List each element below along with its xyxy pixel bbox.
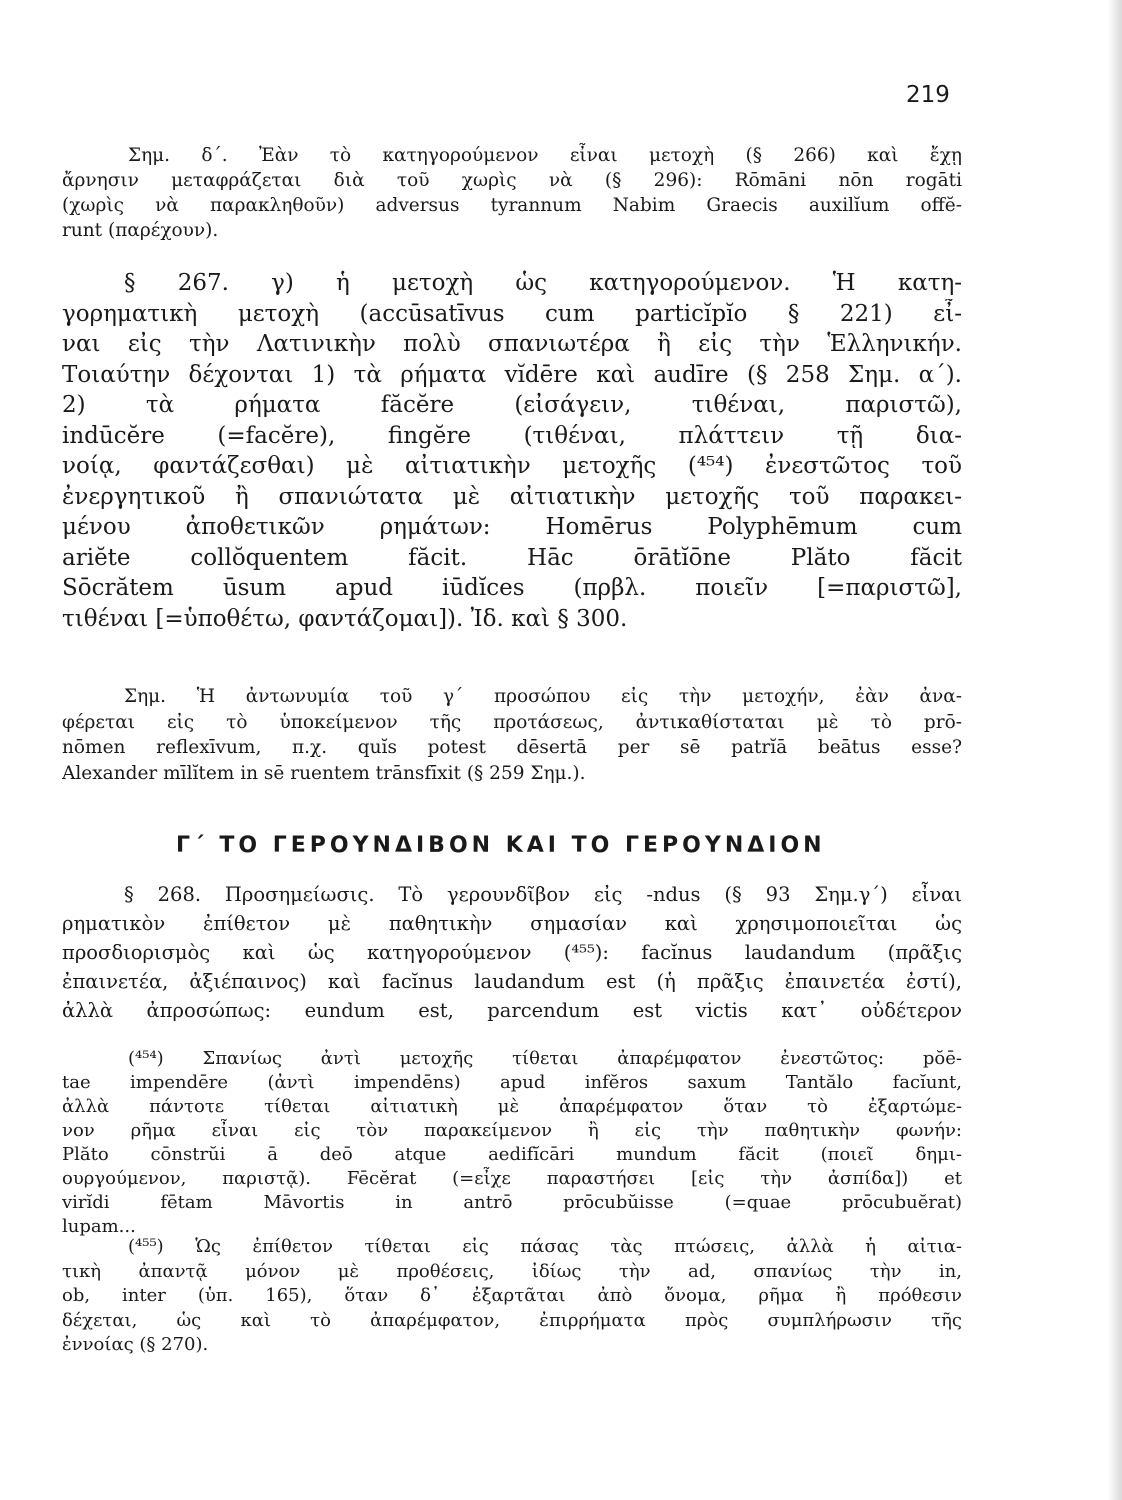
- text-line: § 268. Προσημείωσις. Τὸ γερουνδῖβον εἰς -ndus (§ 93 Σημ.γ΄) εἶναι: [124, 883, 962, 906]
- text-line: § 267. γ) ἡ μετοχὴ ὡς κατηγορούμενον. Ἡ κατη-: [124, 270, 962, 296]
- text-line: ἀλλὰ πάντοτε τίθεται αἰτιατικὴ μὲ ἀπαρέμφατον ὅταν τὸ ἐξαρτώμε-: [62, 1096, 962, 1117]
- text-line: Τοιαύτην δέχονται 1) τὰ ρήματα vĭdēre καὶ audīre (§ 258 Σημ. α΄).: [62, 361, 962, 388]
- text-line: δέχεται, ὡς καὶ τὸ ἀπαρέμφατον, ἐπιρρήματα πρὸς συμπλήρωσιν τῆς: [62, 1309, 962, 1331]
- text-line: ρηματικὸν ἐπίθετον μὲ παθητικὴν σημασίαν καὶ χρησιμοποιεῖται ὡς: [62, 912, 962, 935]
- text-line: 2) τὰ ρήματα făcĕre (εἰσάγειν, τιθέναι, παριστῶ),: [62, 392, 962, 418]
- text-line: Sōcrătem ūsum apud iūdĭces (πρβλ. ποιεῖν [=παριστῶ],: [62, 575, 962, 601]
- text-line: (⁴⁵⁴) Σπανίως ἀντὶ μετοχῆς τίθεται ἀπαρέμφατον ἐνεστῶτος: pŏē-: [128, 1048, 962, 1069]
- chapter-heading: Γ΄ ΤΟ ΓΕΡΟΥΝΔΙΒΟΝ ΚΑΙ ΤΟ ΓΕΡΟΥΝΔΙΟΝ: [176, 833, 826, 858]
- section-267: [62, 268, 962, 634]
- text-line: ναι εἰς τὴν Λατινικὴν πολὺ σπανιωτέρα ἢ εἰς τὴν Ἑλληνικήν.: [62, 331, 962, 357]
- text-line: Alexander mīlĭtem in sē ruentem trānsfīxit (§ 259 Σημ.).: [62, 762, 586, 784]
- text-line: προσδιορισμὸς καὶ ὡς κατηγορούμενον (⁴⁵⁵): facĭnus laudandum (πρᾶξις: [62, 941, 962, 964]
- text-line: (χωρὶς νὰ παρακληθοῦν) adversus tyrannum Nabim Graecis auxilĭum offĕ-: [62, 195, 962, 216]
- text-line: τιθέναι [=ὑποθέτω, φαντάζομαι]). Ἰδ. καὶ § 300.: [62, 605, 628, 632]
- text-line: virĭdi fētam Māvortis in antrō prōcubŭisse (=quae prōcubuĕrat): [62, 1192, 962, 1213]
- text-line: runt (παρέχουν).: [62, 220, 219, 241]
- text-line: ἄρνησιν μεταφράζεται διὰ τοῦ χωρὶς νὰ (§ 296): Rōmāni nōn rogāti: [62, 170, 962, 191]
- footnote-454: [62, 1047, 962, 1239]
- text-line: ἐνεργητικοῦ ἢ σπανιώτατα μὲ αἰτιατικὴν μετοχῆς τοῦ παρακει-: [62, 483, 962, 510]
- text-line: ουργούμενον, παριστᾷ). Fēcĕrat (=εἶχε παραστήσει [εἰς τὴν ἀσπίδα]) et: [62, 1168, 962, 1189]
- text-line: γορηματικὴ μετοχὴ (accūsatīvus cum particĭpĭo § 221) εἶ-: [62, 300, 962, 327]
- text-line: Σημ. Ἡ ἀντωνυμία τοῦ γ΄ προσώπου εἰς τὴν μετοχήν, ἐὰν ἀνα-: [124, 686, 962, 707]
- text-line: Σημ. δ΄. Ἐὰν τὸ κατηγορούμενον εἶναι μετοχὴ (§ 266) καὶ ἔχῃ: [128, 145, 962, 166]
- text-line: νοίᾳ, φαντάζεσθαι) μὲ αἰτιατικὴν μετοχῆς (⁴⁵⁴) ἐνεστῶτος τοῦ: [62, 453, 962, 479]
- footnote-455: [62, 1235, 962, 1358]
- text-line: φέρεται εἰς τὸ ὑποκείμενον τῆς προτάσεως, ἀντικαθίσταται μὲ τὸ prō-: [62, 711, 962, 733]
- page-edge-shadow: [1108, 0, 1122, 1500]
- text-line: indūcĕre (=facĕre), fingĕre (τιθέναι, πλάττειν τῇ δια-: [62, 422, 962, 449]
- note-267: [62, 684, 962, 786]
- section-268: [62, 880, 962, 1025]
- text-line: ἀλλὰ ἀπροσώπως: eundum est, parcendum est victis κατ᾽ οὐδέτερον: [62, 999, 962, 1022]
- text-line: nōmen reflexīvum, π.χ. quĭs potest dēsertā per sē patrĭā beātus esse?: [62, 737, 962, 758]
- text-line: μένου ἀποθετικῶν ρημάτων: Homērus Polyphēmum cum: [62, 514, 962, 540]
- text-line: Plăto cōnstrŭi ā deō atque aedifĭcāri mundum făcit (ποιεῖ δημι-: [62, 1144, 962, 1165]
- page-number: 219: [906, 82, 950, 108]
- text-line: νον ρῆμα εἶναι εἰς τὸν παρακείμενον ἢ εἰς τὴν παθητικὴν φωνήν:: [62, 1120, 962, 1141]
- note-delta: [62, 143, 962, 243]
- text-line: ἐννοίας (§ 270).: [62, 1334, 209, 1355]
- text-line: (⁴⁵⁵) Ὡς ἐπίθετον τίθεται εἰς πάσας τὰς πτώσεις, ἀλλὰ ἡ αἰτια-: [128, 1236, 962, 1257]
- text-line: τικὴ ἀπαντᾷ μόνον μὲ προθέσεις, ἰδίως τὴν ad, σπανίως τὴν in,: [62, 1260, 962, 1282]
- text-line: ἐπαινετέα, ἀξιέπαινος) καὶ facĭnus laudandum est (ἡ πρᾶξις ἐπαινετέα ἐστί),: [62, 970, 962, 993]
- text-line: ariĕte collŏquentem făcit. Hāc ōrātĭōne Plăto făcit: [62, 544, 962, 571]
- text-line: lupam...: [62, 1216, 136, 1237]
- text-line: ob, inter (ὑπ. 165), ὅταν δ᾽ ἐξαρτᾶται ἀπὸ ὄνομα, ρῆμα ἢ πρόθεσιν: [62, 1285, 962, 1306]
- text-line: tae impendēre (ἀντὶ impendēns) apud infĕros saxum Tantălo facĭunt,: [62, 1072, 962, 1093]
